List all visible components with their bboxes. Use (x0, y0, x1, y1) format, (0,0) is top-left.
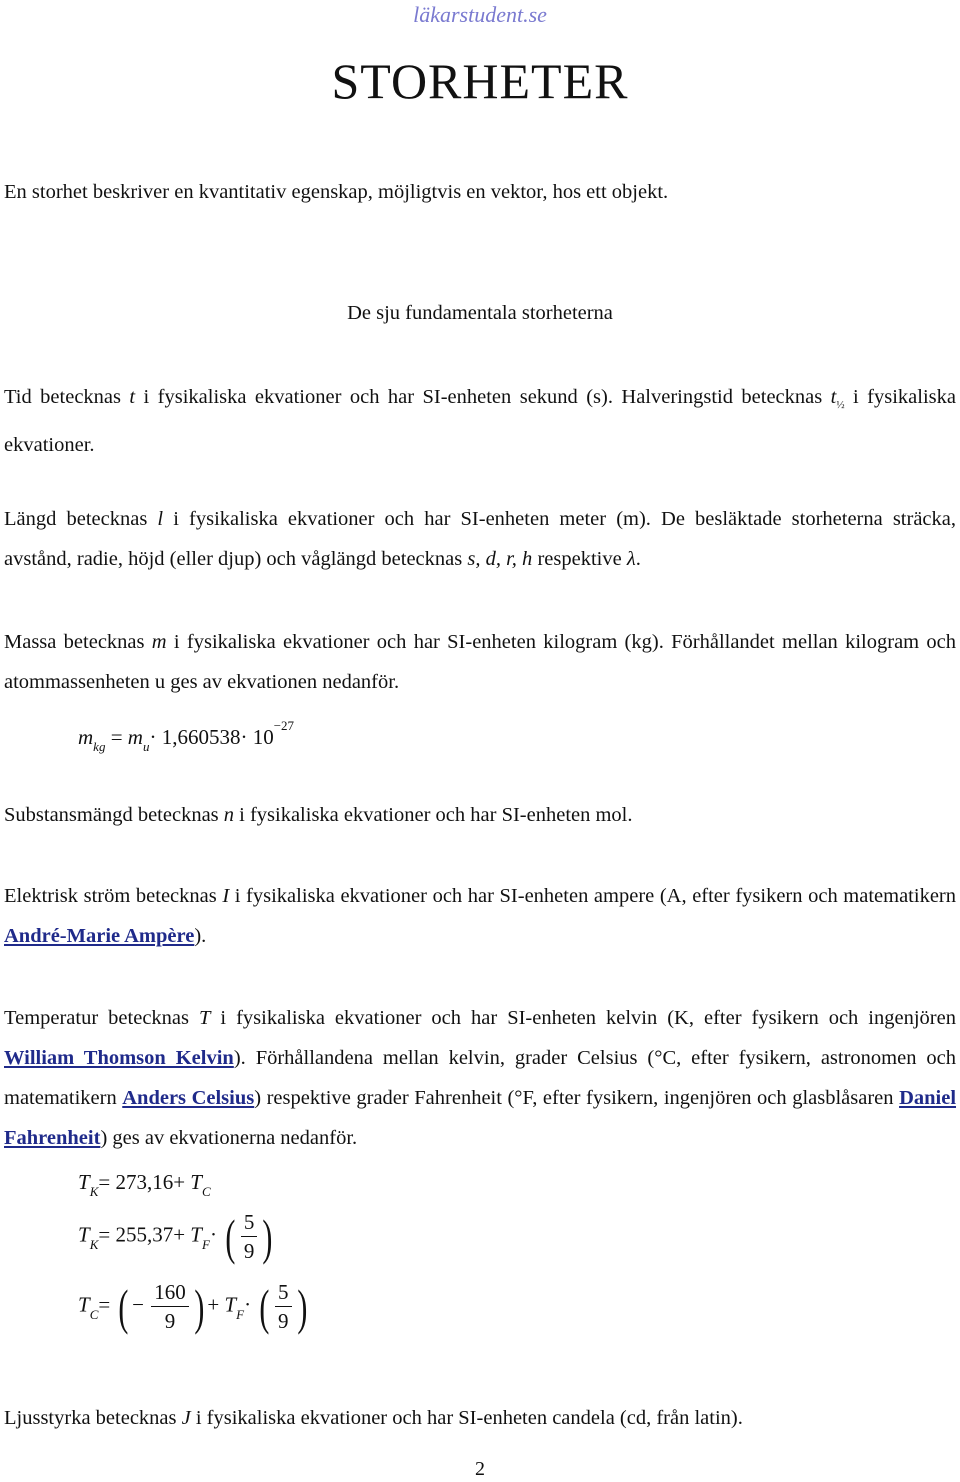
paragraph-temperatur: Temperatur betecknas T i fysikaliska ekvationer och har SI-enheten kelvin (K, efter fysikern och ingenjören William Thomson Kelvin). Förhållandena mellan kelvin, grader Celsius (°C, efter fysikern, astronomen och matematikern Anders Celsius) respektive grader Fahrenheit (°F, efter fysikern, ingenjören och glasblåsaren Daniel Fahrenheit) ges av ekvationerna nedanför. (4, 1007, 957, 1149)
equation-mass: $m_{kg} = m_u\cdot 1,660538\cdot 10^{-27}$ (78, 718, 295, 755)
equation-kelvin-celsius: $T_K= 273,16+ T_C$ (78, 1170, 211, 1200)
paragraph-strom: Elektrisk ström betecknas I i fysikaliska ekvationer och har SI-enheten ampere (A, efter fysikern och matematikern André-Marie Ampère). (4, 885, 956, 947)
fraction: $\frac{160}{9}$ (151, 1280, 189, 1333)
equation-celsius-fahrenheit: $T_C=$ ( − $\frac{160}{9}$ ) + $T_F\cdot$ ( $\frac{5}{9}$ ) (78, 1278, 307, 1335)
link-celsius[interactable]: Anders Celsius (122, 1087, 255, 1109)
link-ampere[interactable]: André-Marie Ampère (4, 925, 195, 947)
page-number: 2 (475, 1458, 485, 1480)
paragraph-ljusstyrka: Ljusstyrka betecknas J i fysikaliska ekvationer och har SI-enheten candela (cd, från latin). (4, 1407, 743, 1429)
paragraph-massa: Massa betecknas m i fysikaliska ekvationer och har SI-enheten kilogram (kg). Förhållandet mellan kilogram och atommassenheten u ges av ekvationen nedanför. (4, 631, 956, 693)
page-title: STORHETER (331, 53, 629, 109)
paragraph-substans: Substansmängd betecknas n i fysikaliska ekvationer och har SI-enheten mol. (4, 804, 633, 826)
link-fahrenheit[interactable]: Daniel Fahrenheit (4, 1087, 957, 1149)
equation-kelvin-fahrenheit: $T_K= 255,37+ T_F\cdot$ ( $\frac{5}{9}$ ) (78, 1208, 273, 1265)
fraction: $\frac{5}{9}$ (241, 1210, 258, 1263)
fraction: $\frac{5}{9}$ (275, 1280, 292, 1333)
paragraph-langd: Längd betecknas l i fysikaliska ekvationer och har SI-enheten meter (m). De besläktade storheterna sträcka, avstånd, radie, höjd (eller djup) och våglängd betecknas s, d, r, h respektive λ. (4, 508, 956, 570)
link-kelvin[interactable]: William Thomson Kelvin (4, 1047, 234, 1069)
site-name: läkarstudent.se (413, 2, 547, 27)
paragraph-tid: Tid betecknas t i fysikaliska ekvationer och har SI-enheten sekund (s). Halveringstid betecknas $t_{\frac{1}{2}}$ i fysikaliska ekvationer. (4, 386, 956, 457)
intro-paragraph: En storhet beskriver en kvantitativ egenskap, möjligtvis en vektor, hos ett objekt. (4, 181, 669, 203)
section-heading: De sju fundamentala storheterna (347, 302, 613, 324)
